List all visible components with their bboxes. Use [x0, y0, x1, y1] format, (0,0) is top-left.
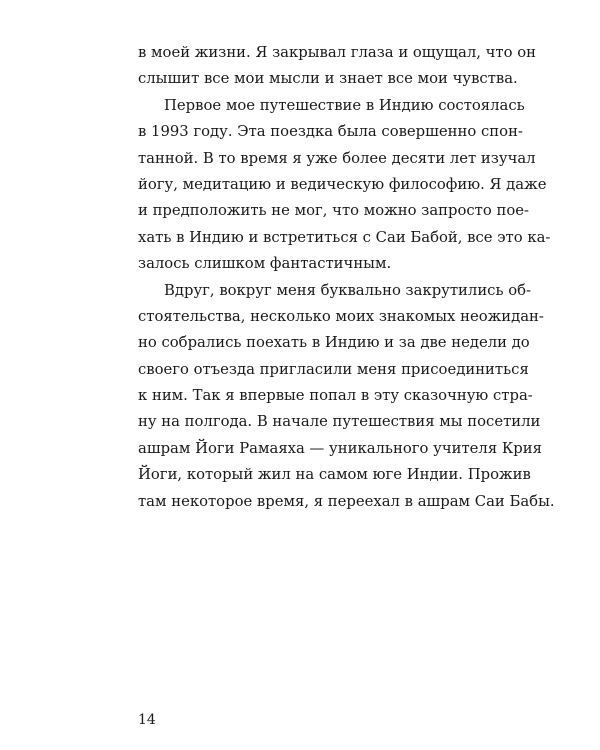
text-line: Йоги, который жил на самом юге Индии. Прожив: [138, 466, 531, 484]
text-line: своего отъезда пригласили меня присоединиться: [138, 360, 529, 378]
text-line: стоятельства, несколько моих знакомых неожидан-: [138, 307, 544, 325]
text-line: Первое мое путешествие в Индию состоялась: [164, 96, 525, 114]
text-line: но собрались поехать в Индию и за две недели до: [138, 334, 530, 352]
text-line: в моей жизни. Я закрывал глаза и ощущал, что он: [138, 44, 536, 61]
text-line: танной. В то время я уже более десяти лет изучал: [138, 149, 536, 167]
page-number: 14: [138, 712, 156, 728]
text-line: в 1993 году. Эта поездка была совершенно спон-: [138, 123, 523, 141]
text-line: ну на полгода. В начале путешествия мы посетили: [138, 413, 541, 431]
text-line: залось слишком фантастичным.: [138, 255, 392, 273]
text-line: слышит все мои мысли и знает все мои чувства.: [138, 70, 518, 88]
text-line: Вдруг, вокруг меня буквально закрутились об-: [164, 281, 532, 299]
text-line: йогу, медитацию и ведическую философию. Я даже: [138, 175, 547, 193]
body-text: [138, 40, 555, 515]
text-line: и предположить не мог, что можно запросто пое-: [138, 202, 529, 220]
text-line: ашрам Йоги Рамаяха — уникального учителя Крия: [138, 439, 542, 457]
text-line: там некоторое время, я переехал в ашрам Саи Бабы.: [138, 492, 555, 510]
text-line: к ним. Так я впервые попал в эту сказочную стра-: [138, 387, 533, 405]
text-line: хать в Индию и встретиться с Саи Бабой, все это ка-: [138, 228, 551, 246]
